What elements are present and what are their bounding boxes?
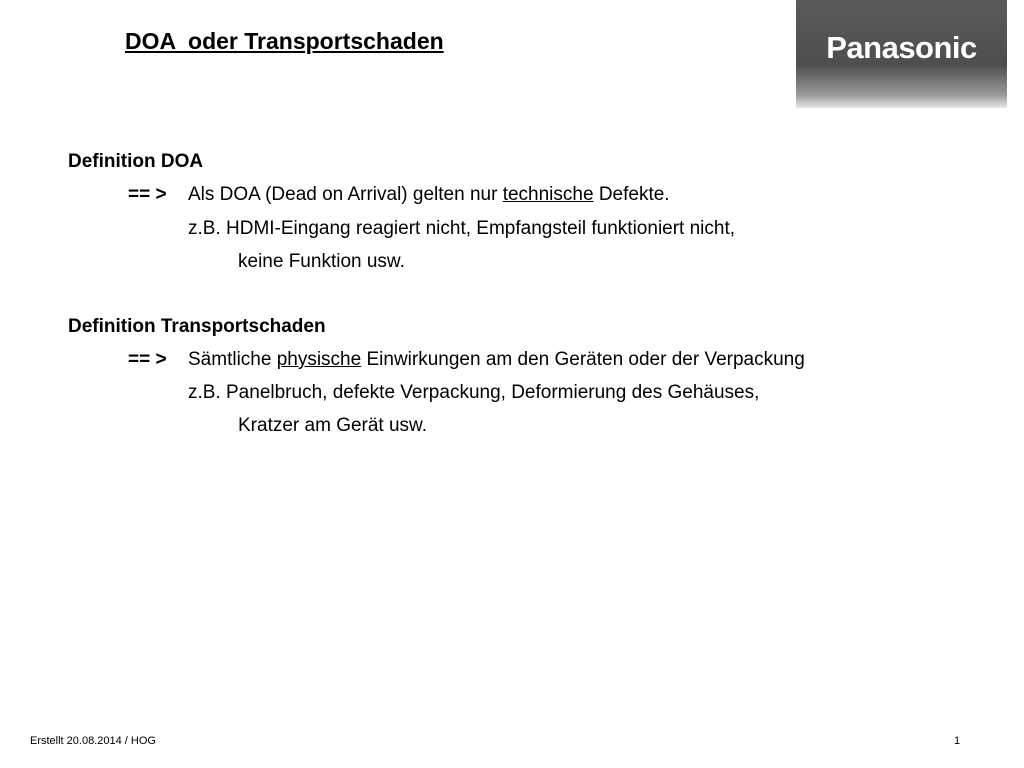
- transport-line1-pre: Sämtliche: [188, 349, 277, 370]
- doa-heading: Definition DOA: [68, 151, 204, 172]
- transport-example-line: z.B. Panelbruch, defekte Verpackung, Deformierung des Gehäuses,: [188, 382, 760, 403]
- doa-line1-underlined: technische: [502, 184, 594, 205]
- page-number: 1: [954, 735, 961, 747]
- doa-example-line: z.B. HDMI-Eingang reagiert nicht, Empfangsteil funktioniert nicht,: [188, 218, 736, 239]
- doa-definition-line: [188, 184, 670, 206]
- logo-text: Panasonic: [826, 30, 977, 65]
- transport-definition-line: [188, 349, 805, 371]
- doa-line1-post: Defekte.: [593, 184, 670, 205]
- transport-arrow: == >: [128, 349, 167, 370]
- panasonic-logo: [796, 0, 1007, 108]
- doa-line1-pre: Als DOA (Dead on Arrival) gelten nur: [188, 184, 503, 205]
- doa-arrow: == >: [128, 184, 167, 205]
- doa-example-continuation: keine Funktion usw.: [238, 251, 405, 272]
- transport-example-continuation: Kratzer am Gerät usw.: [238, 415, 428, 436]
- transport-line1-post: Einwirkungen am den Geräten oder der Verpackung: [361, 349, 805, 370]
- transport-heading: Definition Transportschaden: [68, 316, 326, 337]
- transport-line1-underlined: physische: [276, 349, 362, 370]
- footer-created-info: Erstellt 20.08.2014 / HOG: [30, 735, 156, 747]
- slide-title: DOA oder Transportschaden: [125, 28, 444, 54]
